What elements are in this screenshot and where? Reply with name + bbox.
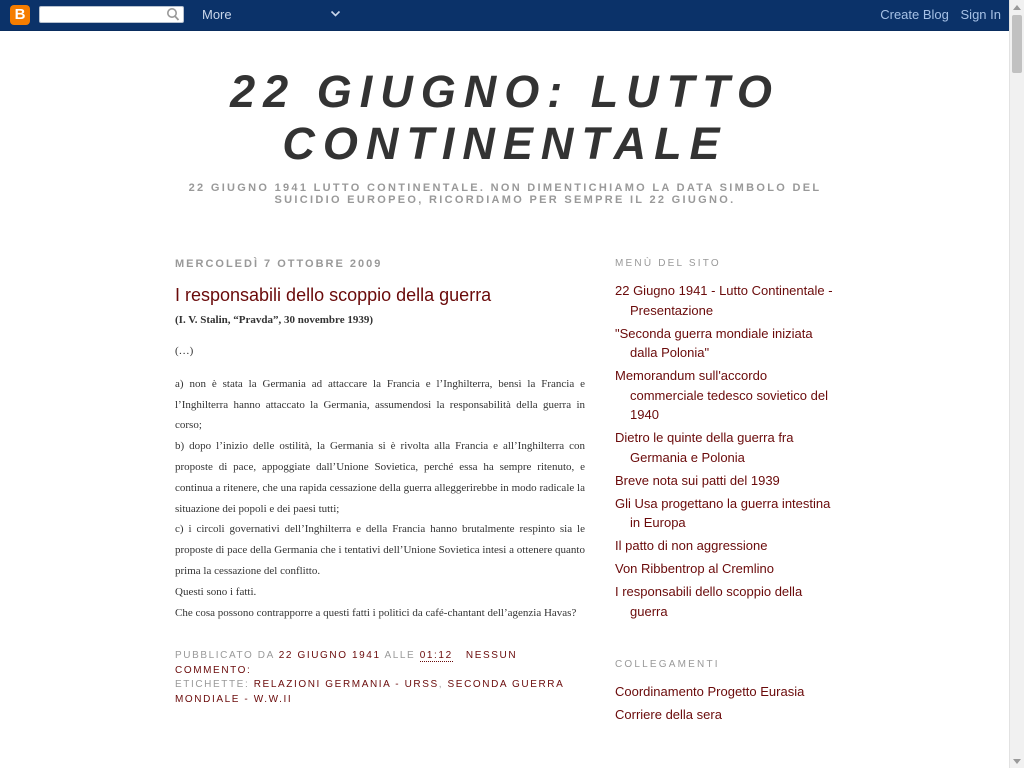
menu-item[interactable]: I responsabili dello scoppio della guerra xyxy=(615,584,803,619)
menu-item[interactable]: Von Ribbentrop al Cremlino xyxy=(615,561,774,576)
blogger-logo-icon[interactable]: B xyxy=(10,5,30,25)
links-section-title: COLLEGAMENTI xyxy=(615,659,720,670)
blogger-navbar xyxy=(0,0,1009,31)
sign-in-link[interactable]: Sign In xyxy=(960,7,1001,22)
label-link[interactable]: RELAZIONI GERMANIA - URSS xyxy=(253,679,439,691)
link-item[interactable]: Corriere della sera xyxy=(615,707,722,722)
post-paragraph: Che cosa possono contrapporre a questi fatti i politici da café-chantant dell’agenzia Havas? xyxy=(175,606,577,619)
post-title[interactable]: I responsabili dello scoppio della guerra xyxy=(175,285,492,305)
links-section xyxy=(615,659,837,725)
menu-item[interactable]: Memorandum sull'accordo commerciale tedesco sovietico del 1940 xyxy=(615,368,828,422)
vertical-scrollbar[interactable] xyxy=(1009,0,1024,768)
main-column xyxy=(175,258,585,707)
author-link[interactable]: 22 GIUGNO 1941 xyxy=(278,650,381,662)
menu-item[interactable]: Gli Usa progettano la guerra intestina in Europa xyxy=(615,495,831,530)
navbar-actions xyxy=(872,7,1001,22)
comments-link[interactable]: NESSUN COMMENTO: xyxy=(175,650,518,676)
menu-list xyxy=(615,281,837,621)
chevron-down-icon[interactable] xyxy=(330,9,341,19)
menu-item[interactable]: Breve nota sui patti del 1939 xyxy=(615,472,780,488)
menu-section-title: MENÙ DEL SITO xyxy=(615,258,721,269)
more-menu[interactable]: More xyxy=(202,7,232,22)
post-footer-line1 xyxy=(175,649,585,678)
search-icon[interactable] xyxy=(166,7,180,22)
post-paragraph: b) dopo l’inizio delle ostilità, la Germania si è rivolta alla Francia e all’Inghilterra con proposte di pace, appoggiate dall’Unione Sovietica, perché essa ha sempre ritenuto, e continua a ritenere, che una rapida cessazione della guerra alleggerirebbe in modo radicale la situazione dei popoli e dei paesi tutti; xyxy=(175,440,585,515)
menu-item[interactable]: "Seconda guerra mondiale iniziata dalla Polonia" xyxy=(615,325,813,360)
scroll-down-icon[interactable] xyxy=(1013,759,1021,764)
post-paragraph: Questi sono i fatti. xyxy=(175,585,257,598)
post-ellipsis: (…) xyxy=(175,345,194,357)
post-subtitle: (I. V. Stalin, “Pravda”, 30 novembre 1939) xyxy=(175,314,374,326)
scrollbar-thumb[interactable] xyxy=(1012,15,1022,73)
posted-by-label: PUBBLICATO DA xyxy=(175,650,275,662)
search-input[interactable] xyxy=(39,6,184,23)
post-body xyxy=(175,313,585,623)
at-label: ALLE xyxy=(384,650,416,662)
menu-item[interactable]: Il patto di non aggressione xyxy=(615,538,768,553)
post-paragraph: c) i circoli governativi dell’Inghilterra e della Francia hanno brutalmente respinto sia le proposte di pace della Germania che i tentativi dell’Unione Sovietica intesi a ottenere quanto prima la cessazione del conflitto. xyxy=(175,523,585,577)
post-labels: ETICHETTE: RELAZIONI GERMANIA - URSS, SECONDA GUERRA MONDIALE - W.W.II xyxy=(175,679,564,705)
post-paragraph: a) non è stata la Germania ad attaccare la Francia e l’Inghilterra, bensì la Francia e l’Inghilterra hanno attaccato la Germania, assumendosi la responsabilità della guerra in corso; xyxy=(175,377,585,432)
link-item[interactable]: Coordinamento Progetto Eurasia xyxy=(615,684,805,699)
label-link[interactable]: SECONDA GUERRA MONDIALE - W.W.II xyxy=(175,679,564,705)
blog-title[interactable]: 22 GIUGNO: LUTTO CONTINENTALE xyxy=(230,66,780,169)
post-time-link[interactable]: 01:12 xyxy=(419,650,453,662)
blog-description: 22 GIUGNO 1941 LUTTO CONTINENTALE. NON DIMENTICHIAMO LA DATA SIMBOLO DEL SUICIDIO EUROPEO, RICORDIAMO PER SEMPRE IL 22 GIUGNO. xyxy=(188,182,822,206)
create-blog-link[interactable]: Create Blog xyxy=(880,7,949,22)
labels-prefix: ETICHETTE: xyxy=(175,679,250,691)
links-list xyxy=(615,682,837,725)
post-footer xyxy=(175,649,585,707)
post-date: MERCOLEDÌ 7 OTTOBRE 2009 xyxy=(175,258,383,270)
menu-item[interactable]: Dietro le quinte della guerra fra Germania e Polonia xyxy=(615,430,794,465)
scroll-up-icon[interactable] xyxy=(1013,5,1021,10)
menu-item[interactable]: 22 Giugno 1941 - Lutto Continentale - Presentazione xyxy=(615,283,833,318)
sidebar xyxy=(615,258,837,728)
